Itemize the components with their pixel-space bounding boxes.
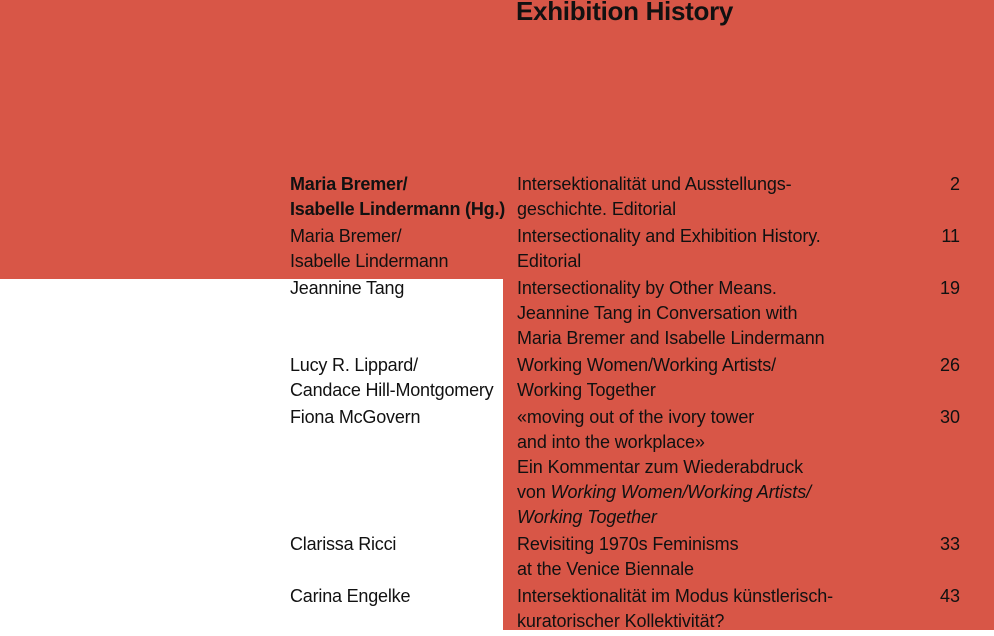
- entry-title: [517, 224, 913, 274]
- title-line: Intersektionalität und Ausstellungs-: [517, 174, 792, 194]
- toc-entry[interactable]: [0, 532, 994, 582]
- title-line: Working Women/Working Artists/: [517, 355, 777, 375]
- author-line: Jeannine Tang: [290, 278, 405, 298]
- author-line: Clarissa Ricci: [290, 534, 397, 554]
- page-title: Exhibition History: [516, 0, 734, 26]
- author-line: Isabelle Lindermann: [290, 251, 449, 271]
- title-line: and into the workplace»: [517, 432, 705, 452]
- author-line: Candace Hill-Montgomery: [290, 380, 494, 400]
- toc-entry[interactable]: [0, 276, 994, 351]
- author-line: Maria Bremer/: [290, 174, 408, 194]
- page-number: 19: [939, 278, 960, 298]
- author-line: Isabelle Lindermann (Hg.): [290, 199, 506, 219]
- title-line: Jeannine Tang in Conversation with: [517, 303, 798, 323]
- title-text: von: [517, 482, 551, 502]
- title-line: Maria Bremer and Isabelle Lindermann: [517, 328, 825, 348]
- entry-title: [517, 353, 913, 403]
- page-number: 26: [939, 355, 960, 375]
- page-number: 2: [949, 174, 960, 194]
- title-line: «moving out of the ivory tower: [517, 407, 755, 427]
- title-line: at the Venice Biennale: [517, 559, 694, 579]
- page-number: 33: [939, 534, 960, 554]
- author-line: Fiona McGovern: [290, 407, 421, 427]
- entry-author: [290, 353, 517, 403]
- title-line: Intersectionality by Other Means.: [517, 278, 777, 298]
- title-italic-text: Working Women/Working Artists/: [550, 482, 812, 502]
- page-number: 11: [941, 226, 960, 246]
- entry-author: [290, 172, 517, 222]
- toc-entry[interactable]: [0, 172, 994, 222]
- entry-author: [290, 405, 517, 430]
- table-of-contents: [0, 172, 994, 636]
- title-line: kuratorischer Kollektivität?: [517, 611, 725, 631]
- toc-entry[interactable]: [0, 353, 994, 403]
- title-line: Ein Kommentar zum Wiederabdruck: [517, 457, 804, 477]
- entry-title: [517, 172, 913, 222]
- title-line: Editorial: [517, 251, 582, 271]
- title-line: geschichte. Editorial: [517, 199, 676, 219]
- entry-title: [517, 405, 913, 530]
- title-line: Working Together: [517, 380, 656, 400]
- entry-author: [290, 532, 517, 557]
- entry-author: [290, 276, 517, 301]
- title-line: Revisiting 1970s Feminisms: [517, 534, 739, 554]
- title-line-mixed: [517, 480, 913, 505]
- page-number: 43: [939, 586, 960, 606]
- toc-entry[interactable]: [0, 405, 994, 530]
- author-line: Carina Engelke: [290, 586, 411, 606]
- entry-author: [290, 584, 517, 609]
- toc-entry[interactable]: [0, 584, 994, 634]
- author-line: Lucy R. Lippard/: [290, 355, 418, 375]
- entry-author: [290, 224, 517, 274]
- author-line: Maria Bremer/: [290, 226, 402, 246]
- page-number: 30: [939, 407, 960, 427]
- title-line: Intersectionality and Exhibition History.: [517, 226, 821, 246]
- toc-entry[interactable]: [0, 224, 994, 274]
- title-line: Intersektionalität im Modus künstlerisch-: [517, 586, 834, 606]
- entry-title: [517, 584, 913, 634]
- entry-title: [517, 532, 913, 582]
- entry-title: [517, 276, 913, 351]
- title-line-italic: Working Together: [517, 507, 657, 527]
